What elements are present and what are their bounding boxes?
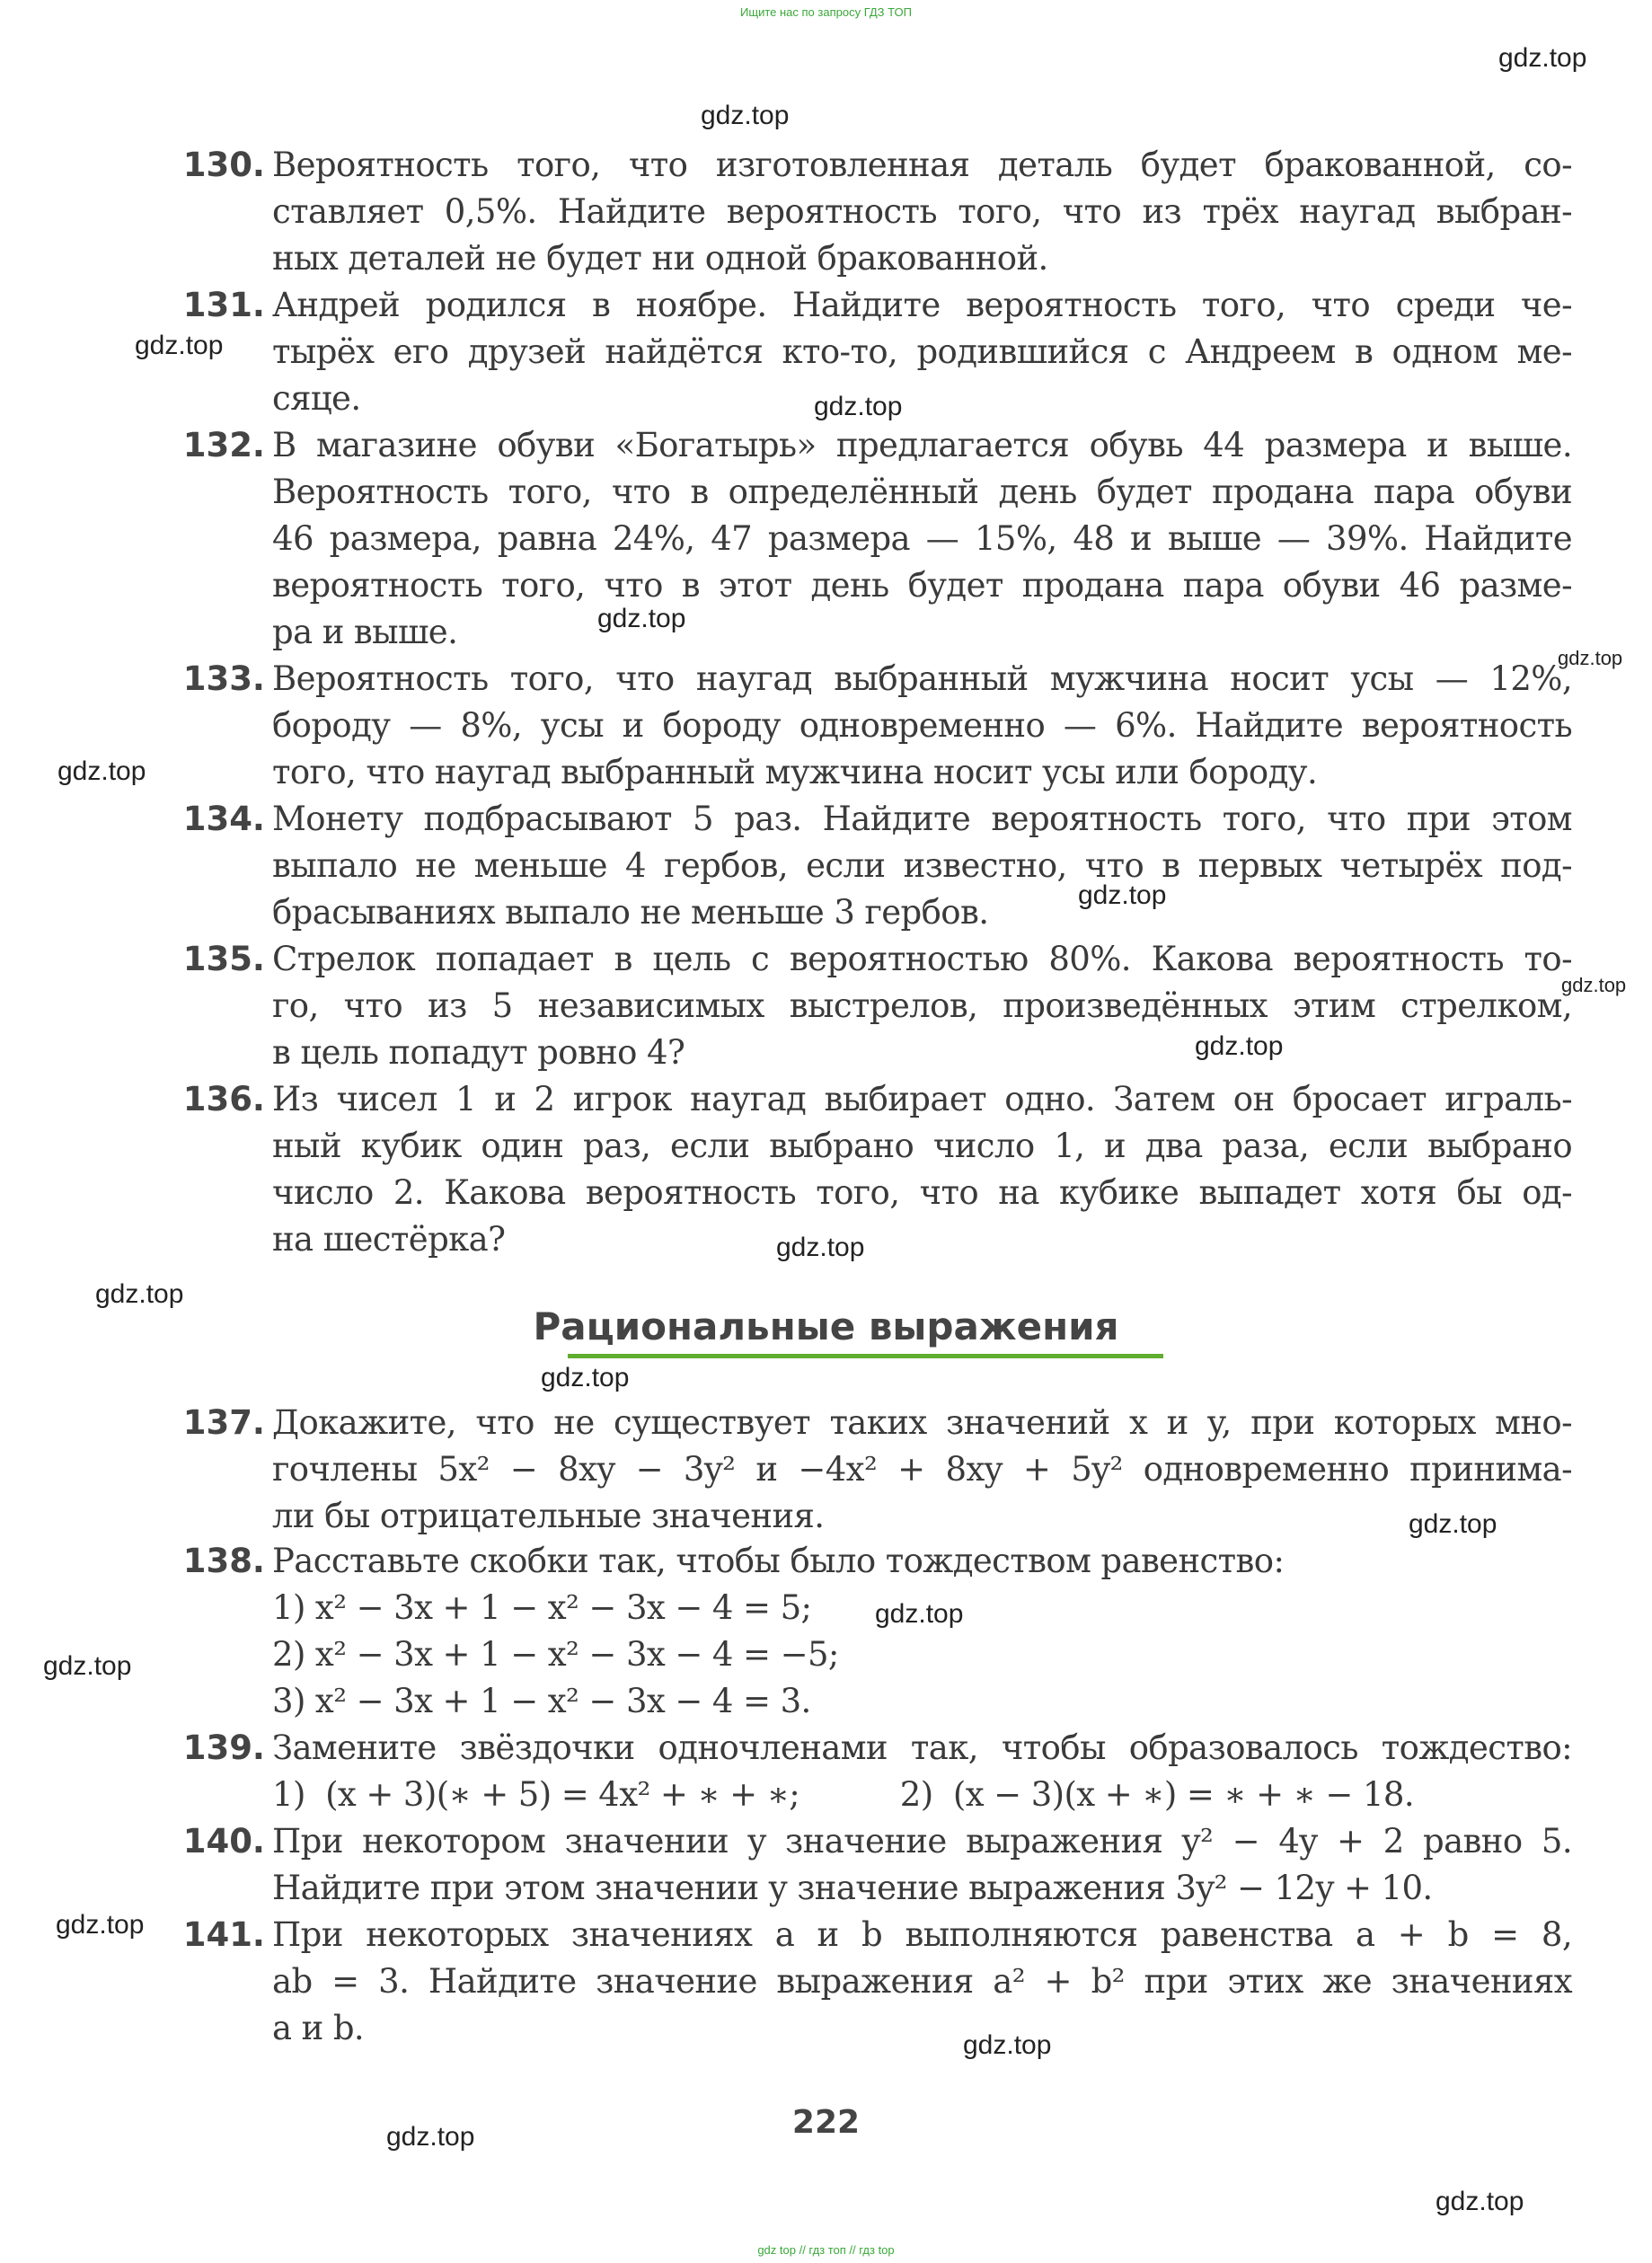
problem-number: 130.	[182, 146, 265, 184]
problem-number: 139.	[182, 1728, 265, 1767]
problem-text-line: ный кубик один раз, если выбрано число 1, и два раза, если выбрано	[272, 1127, 1572, 1165]
problem-text-line: ab = 3. Найдите значение выражения a² + b² при этих же значениях	[272, 1962, 1572, 2001]
problem-text-line: Из чисел 1 и 2 игрок наугад выбирает одно. Затем он бросает играль-	[272, 1080, 1572, 1118]
problem-text-line: Монету подбрасывают 5 раз. Найдите вероятность того, что при этом	[272, 800, 1572, 838]
problem-text-line: 3) x² − 3x + 1 − x² − 3x − 4 = 3.	[272, 1682, 811, 1720]
watermark: gdz.top	[963, 2030, 1052, 2060]
problem-text-line: гочлены 5x² − 8xy − 3y² и −4x² + 8xy + 5y² одновременно принима-	[272, 1450, 1572, 1489]
problem-text-line: 1) (x + 3)(∗ + 5) = 4x² + ∗ + ∗; 2) (x − 3)(x + ∗) = ∗ + ∗ − 18.	[272, 1775, 1414, 1814]
problem-text-line: вероятность того, что в этот день будет продана пара обуви 46 разме-	[272, 566, 1572, 605]
problem-text-line: ли бы отрицательные значения.	[272, 1497, 825, 1535]
problem-text-line: бороду — 8%, усы и бороду одновременно — 6%. Найдите вероятность	[272, 706, 1572, 745]
problem-text-line: В магазине обуви «Богатырь» предлагается обувь 44 размера и выше.	[272, 426, 1572, 464]
watermark: gdz.top	[1409, 1509, 1497, 1539]
watermark: gdz.top	[43, 1651, 132, 1681]
problem-text-line: ставляет 0,5%. Найдите вероятность того, что из трёх наугад выбран-	[272, 192, 1572, 231]
watermark: gdz.top	[1558, 647, 1623, 669]
watermark: gdz.top	[1078, 880, 1167, 910]
problem-text-line: выпало не меньше 4 гербов, если известно, что в первых четырёх под-	[272, 846, 1572, 885]
problem-text-line: 1) x² − 3x + 1 − x² − 3x − 4 = 5;	[272, 1588, 812, 1627]
problem-text-line: го, что из 5 независимых выстрелов, произведённых этим стрелком,	[272, 986, 1572, 1025]
watermark: gdz.top	[541, 1363, 630, 1392]
problem-text-line: Вероятность того, что изготовленная деталь будет бракованной, со-	[272, 146, 1572, 184]
problem-text-line: При некоторых значениях a и b выполняются равенства a + b = 8,	[272, 1915, 1572, 1954]
watermark: gdz.top	[95, 1279, 184, 1309]
problem-text-line: Вероятность того, что в определённый день будет продана пара обуви	[272, 473, 1572, 511]
page-number: 222	[791, 2104, 861, 2141]
problem-text-line: При некотором значении y значение выражения y² − 4y + 2 равно 5.	[272, 1822, 1572, 1861]
section-title: Рациональные выражения	[533, 1304, 1119, 1348]
watermark: gdz.top	[597, 604, 686, 633]
problem-number: 133.	[182, 659, 265, 698]
problem-number: 140.	[182, 1822, 265, 1861]
problem-text-line: Докажите, что не существует таких значений x и y, при которых мно-	[272, 1403, 1572, 1442]
problem-text-line: a и b.	[272, 2009, 365, 2047]
top-banner: Ищите нас по запросу ГДЗ ТОП	[740, 5, 912, 19]
problem-text-line: Замените звёздочки одночленами так, чтобы образовалось тождество:	[272, 1728, 1572, 1767]
bottom-banner: gdz top // гдз топ // гдз top	[757, 2243, 895, 2257]
problem-text-line: Стрелок попадает в цель с вероятностью 80%. Какова вероятность то-	[272, 940, 1572, 978]
watermark: gdz.top	[776, 1233, 865, 1262]
watermark: gdz.top	[1561, 974, 1627, 996]
problem-text-line: брасываниях выпало не меньше 3 гербов.	[272, 893, 989, 932]
problem-text-line: тырёх его друзей найдётся кто-то, родившийся с Андреем в одном ме-	[272, 332, 1572, 371]
watermark: gdz.top	[386, 2122, 475, 2152]
watermark: gdz.top	[814, 392, 903, 421]
problem-text-line: сяце.	[272, 379, 361, 418]
watermark: gdz.top	[701, 101, 790, 130]
section-title-underline	[568, 1354, 1163, 1358]
problem-text-line: Расставьте скобки так, чтобы было тождеством равенство:	[272, 1542, 1285, 1580]
problem-number: 135.	[182, 940, 265, 978]
problem-number: 136.	[182, 1080, 265, 1118]
problem-number: 132.	[182, 426, 265, 464]
problem-text-line: 2) x² − 3x + 1 − x² − 3x − 4 = −5;	[272, 1635, 839, 1674]
problem-text-line: того, что наугад выбранный мужчина носит усы или бороду.	[272, 753, 1318, 791]
problem-number: 141.	[182, 1915, 265, 1954]
watermark: gdz.top	[135, 331, 224, 360]
problem-number: 138.	[182, 1542, 265, 1580]
problem-text-line: Вероятность того, что наугад выбранный мужчина носит усы — 12%,	[272, 659, 1572, 698]
watermark: gdz.top	[1436, 2187, 1524, 2216]
problem-text-line: число 2. Какова вероятность того, что на кубике выпадет хотя бы од-	[272, 1173, 1572, 1212]
watermark: gdz.top	[875, 1599, 964, 1629]
problem-text-line: Найдите при этом значении y значение выражения 3y² − 12y + 10.	[272, 1869, 1433, 1907]
problem-text-line: Андрей родился в ноябре. Найдите вероятность того, что среди че-	[272, 286, 1572, 324]
watermark: gdz.top	[56, 1910, 145, 1940]
problem-text-line: ных деталей не будет ни одной бракованной.	[272, 239, 1048, 278]
watermark: gdz.top	[57, 756, 146, 786]
problem-text-line: 46 размера, равна 24%, 47 размера — 15%, 48 и выше — 39%. Найдите	[272, 519, 1572, 558]
problem-number: 137.	[182, 1403, 265, 1442]
watermark: gdz.top	[1498, 43, 1587, 73]
problem-number: 131.	[182, 286, 265, 324]
problem-text-line: в цель попадут ровно 4?	[272, 1033, 685, 1072]
problem-text-line: ра и выше.	[272, 613, 458, 651]
watermark: gdz.top	[1195, 1031, 1284, 1061]
problem-text-line: на шестёрка?	[272, 1220, 506, 1259]
problem-number: 134.	[182, 800, 265, 838]
